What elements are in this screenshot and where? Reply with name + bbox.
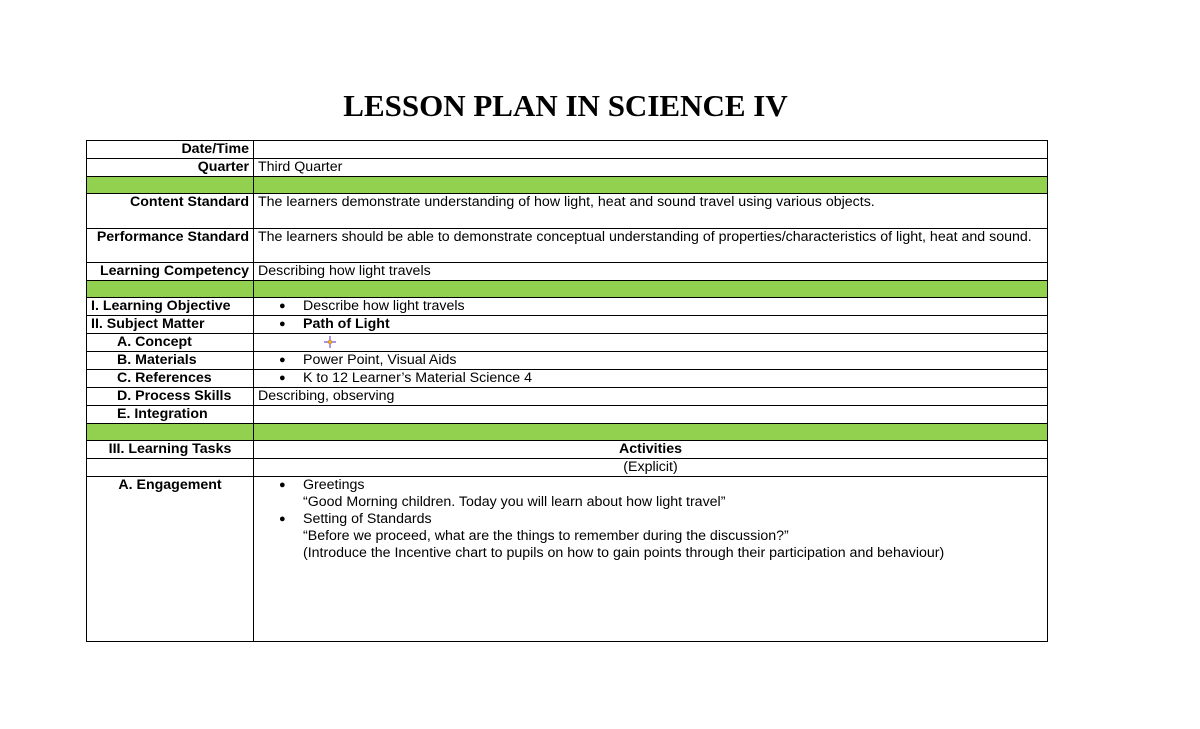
quarter-value: Third Quarter [254,159,1048,177]
process-skills-label: D. Process Skills [87,388,254,406]
bullet-icon: ● [279,479,286,491]
references-value [254,370,1048,388]
engagement-content [254,477,1048,642]
materials-value [254,352,1048,370]
engagement-bullet-greetings: Greetings [303,477,365,493]
materials-label: B. Materials [87,352,254,370]
row-explicit [87,459,1048,477]
colorful-bullet-icon [324,336,336,348]
references-text: K to 12 Learner’s Material Science 4 [303,370,532,386]
performance-standard-label: Performance Standard [87,229,254,263]
subject-matter-text: Path of Light [303,316,390,332]
objective-text: Describe how light travels [303,298,465,314]
date-time-value [254,141,1048,159]
bullet-icon: ● [279,513,286,525]
learning-competency-value: Describing how light travels [254,263,1048,281]
row-learning-tasks [87,441,1048,459]
engagement-label: A. Engagement [87,477,254,642]
concept-value [254,334,1048,352]
row-learning-competency [87,263,1048,281]
learning-tasks-label: III. Learning Tasks [87,441,254,459]
row-process-skills [87,388,1048,406]
row-objective [87,298,1048,316]
section-band [87,281,1048,298]
lesson-plan-table [86,140,1048,642]
subject-matter-label: II. Subject Matter [87,316,254,334]
explicit-label: (Explicit) [254,459,1048,477]
process-skills-value: Describing, observing [254,388,1048,406]
quarter-label: Quarter [87,159,254,177]
section-band [87,424,1048,441]
integration-value [254,406,1048,424]
content-standard-label: Content Standard [87,194,254,229]
objective-value [254,298,1048,316]
row-references [87,370,1048,388]
date-time-label: Date/Time [87,141,254,159]
list-item [258,511,1043,528]
materials-text: Power Point, Visual Aids [303,352,457,368]
bullet-icon: ● [279,318,286,330]
row-quarter [87,159,1048,177]
row-integration [87,406,1048,424]
row-concept [87,334,1048,352]
engagement-incentive-note: (Introduce the Incentive chart to pupils on how to gain points through their participation and behaviour) [303,545,945,561]
references-label: C. References [87,370,254,388]
row-subject-matter [87,316,1048,334]
section-band [87,177,1048,194]
content-standard-value: The learners demonstrate understanding of how light, heat and sound travel using various objects. [254,194,1048,229]
explicit-empty-cell [87,459,254,477]
concept-label: A. Concept [87,334,254,352]
row-date-time [87,141,1048,159]
bullet-icon: ● [279,300,286,312]
integration-label: E. Integration [87,406,254,424]
engagement-standards-quote: “Before we proceed, what are the things to remember during the discussion?” [303,528,789,544]
learning-competency-label: Learning Competency [87,263,254,281]
row-performance-standard [87,229,1048,263]
activities-heading: Activities [254,441,1048,459]
engagement-greeting-quote: “Good Morning children. Today you will learn about how light travel” [303,494,726,510]
row-engagement [87,477,1048,642]
performance-standard-value: The learners should be able to demonstrate conceptual understanding of properties/characteristics of light, heat and sound. [254,229,1048,263]
row-materials [87,352,1048,370]
row-content-standard [87,194,1048,229]
objective-label: I. Learning Objective [87,298,254,316]
engagement-bullet-standards: Setting of Standards [303,511,432,527]
page-title: LESSON PLAN IN SCIENCE IV [343,88,788,123]
list-item [258,477,1043,494]
bullet-icon: ● [279,354,286,366]
subject-matter-value [254,316,1048,334]
bullet-icon: ● [279,372,286,384]
